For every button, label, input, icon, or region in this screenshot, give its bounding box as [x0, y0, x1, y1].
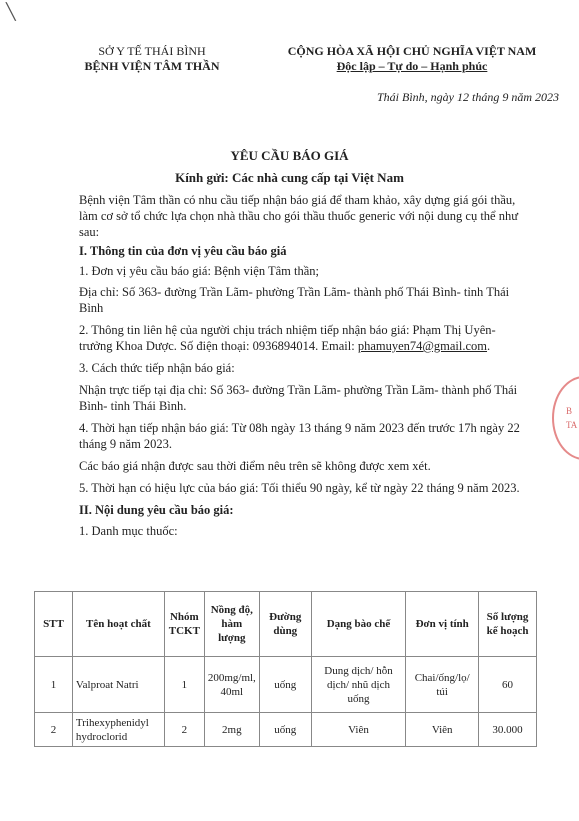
- scan-mark: ╲: [6, 4, 16, 21]
- issuer-header: [72, 44, 232, 74]
- section-1-item-3-detail: Nhận trực tiếp tại địa chỉ: Số 363- đường Trần Lãm- phường Trần Lãm- thành phố Thái Bình- tỉnh Thái Bình.: [79, 383, 518, 413]
- cell-group: 1: [164, 657, 204, 713]
- issuer-department: SỞ Y TẾ THÁI BÌNH: [98, 44, 206, 58]
- header-group: Nhóm TCKT: [164, 592, 204, 657]
- table-row: [35, 713, 537, 747]
- cell-unit: Viên: [406, 713, 479, 747]
- section-1-heading: I. Thông tin của đơn vị yêu cầu báo giá: [79, 244, 287, 258]
- header-route: Đường dùng: [259, 592, 311, 657]
- section-1-item-2: [79, 322, 529, 354]
- national-motto: Độc lập – Tự do – Hạnh phúc: [336, 59, 488, 73]
- document-date: Thái Bình, ngày 12 tháng 9 năm 2023: [377, 90, 559, 104]
- cell-unit: Chai/ống/lọ/ túi: [406, 657, 479, 713]
- contact-email-end: .: [487, 339, 491, 353]
- recipient-line: Kính gửi: Các nhà cung cấp tại Việt Nam: [175, 170, 404, 185]
- document-title: YÊU CẦU BÁO GIÁ: [230, 148, 349, 163]
- cell-stt: 2: [35, 713, 73, 747]
- header-unit: Đơn vị tính: [406, 592, 479, 657]
- cell-concentration: 2mg: [204, 713, 259, 747]
- medicine-table: [34, 591, 537, 747]
- section-1-item-3: 3. Cách thức tiếp nhận báo giá:: [79, 361, 235, 375]
- stamp-text-1: B: [566, 406, 573, 416]
- cell-active-ingredient: Trihexyphenidyl hydroclorid: [72, 713, 164, 747]
- section-1-item-4-note: Các báo giá nhận được sau thời điểm nêu trên sẽ không được xem xét.: [79, 459, 431, 473]
- cell-dosage-form: Dung dịch/ hỗn dịch/ nhũ dịch uống: [311, 657, 406, 713]
- header-concentration: Nồng độ, hàm lượng: [204, 592, 259, 657]
- national-header: [262, 44, 562, 74]
- cell-route: uống: [259, 713, 311, 747]
- header-active-ingredient: Tên hoạt chất: [72, 592, 164, 657]
- section-1-item-1: 1. Đơn vị yêu cầu báo giá: Bệnh viện Tâm thần;: [79, 264, 320, 278]
- section-2-item-1: 1. Danh mục thuốc:: [79, 524, 178, 538]
- section-1-item-5: 5. Thời hạn có hiệu lực của báo giá: Tối thiểu 90 ngày, kể từ ngày 22 tháng 9 năm 2023.: [79, 481, 520, 495]
- cell-stt: 1: [35, 657, 73, 713]
- table-header-row: [35, 592, 537, 657]
- table-row: [35, 657, 537, 713]
- header-quantity: Số lượng kế hoạch: [479, 592, 537, 657]
- national-title: CỘNG HÒA XÃ HỘI CHỦ NGHĨA VIỆT NAM: [287, 44, 537, 58]
- cell-active-ingredient: Valproat Natri: [72, 657, 164, 713]
- header-stt: STT: [35, 592, 73, 657]
- cell-quantity: 30.000: [479, 713, 537, 747]
- cell-concentration: 200mg/ml, 40ml: [204, 657, 259, 713]
- header-dosage-form: Dạng bào chế: [311, 592, 406, 657]
- contact-text: 2. Thông tin liên hệ của người chịu trách nhiệm tiếp nhận báo giá: Phạm Thị Uyên- trưởng Khoa Dược. Số điện thoại: 0936894014. Email:: [79, 323, 496, 353]
- red-stamp-partial: [552, 376, 579, 460]
- cell-group: 2: [164, 713, 204, 747]
- cell-route: uống: [259, 657, 311, 713]
- issuer-hospital: BỆNH VIỆN TÂM THẦN: [84, 59, 220, 73]
- section-1-item-4: 4. Thời hạn tiếp nhận báo giá: Từ 08h ngày 13 tháng 9 năm 2023 đến trước 17h ngày 22 tháng 9 năm 2023.: [79, 421, 520, 451]
- section-2-heading: II. Nội dung yêu cầu báo giá:: [79, 503, 234, 517]
- cell-quantity: 60: [479, 657, 537, 713]
- cell-dosage-form: Viên: [311, 713, 406, 747]
- stamp-text-2: TA: [566, 420, 578, 430]
- contact-email-link[interactable]: phamuyen74@gmail.com: [357, 339, 488, 353]
- section-1-address: Địa chỉ: Số 363- đường Trần Lãm- phường Trần Lãm- thành phố Thái Bình- tỉnh Thái Bình: [79, 285, 510, 315]
- intro-paragraph: Bệnh viện Tâm thần có nhu cầu tiếp nhận báo giá để tham khảo, xây dựng giá gói thầu, làm cơ sở tổ chức lựa chọn nhà thầu cho gói thầu thuốc generic với nội dung cụ thể như sau:: [79, 193, 519, 239]
- document-body: [79, 192, 529, 539]
